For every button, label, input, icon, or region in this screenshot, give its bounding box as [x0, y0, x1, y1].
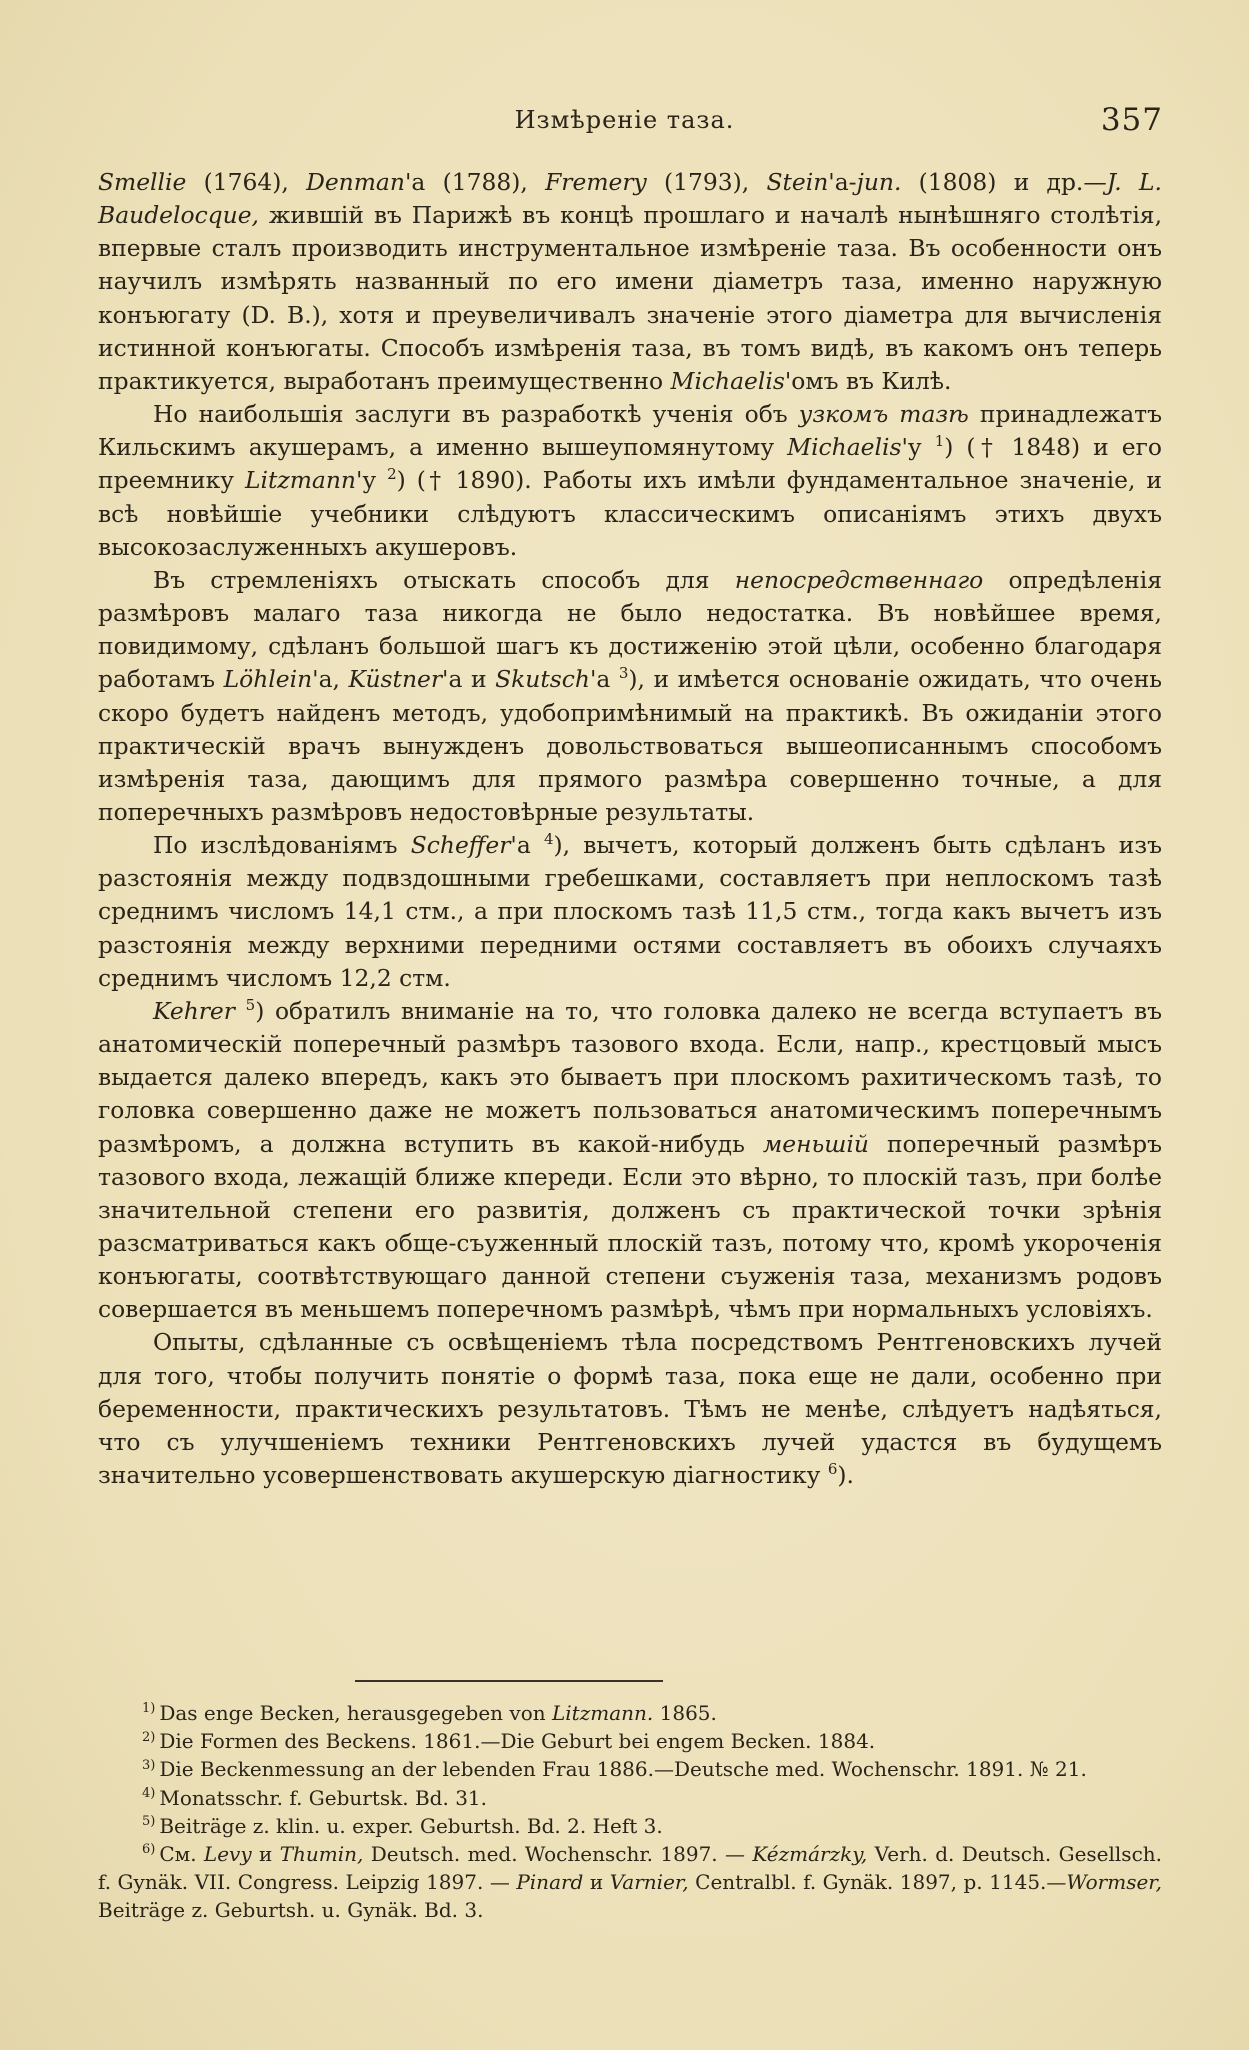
italic-text: меньшій [762, 1129, 869, 1158]
italic-text: Michaelis [787, 433, 902, 462]
footnote-number: 1) [142, 1701, 156, 1717]
text-run: 'у [901, 433, 935, 462]
text-run: Въ стремленіяхъ отыскать способъ для [153, 565, 735, 594]
text-run: (1764), [186, 168, 307, 196]
text-run: опредѣленія размѣровъ малаго таза никогда не было недостатка. Въ новѣйшее время, повидимому, сдѣланъ большой шагъ къ достиженію этой цѣли, особенно благодаря работамъ [98, 565, 1162, 694]
footnote-number: 2) [142, 1729, 156, 1745]
text-run: 'а [589, 665, 619, 694]
text-run: 'а [510, 831, 544, 860]
page-header [0, 102, 1249, 142]
italic-text: Michaelis [670, 366, 785, 395]
text-run: жившій въ Парижѣ въ концѣ прошлаго и началѣ нынѣшняго столѣтія, впервые сталъ производить инструментальное измѣреніе таза. Въ особенности онъ научилъ измѣрять названный по его имени діаметръ таза, именно наружную конъюгату (D. B.), хотя и преувеличивалъ значеніе этого діаметра для вычисленія истинной конъюгаты. Способъ измѣренія таза, въ томъ видѣ, въ какомъ онъ теперь практикуется, выработанъ преимущественно [98, 201, 1162, 395]
footnotes [98, 1699, 1162, 1925]
text-run: 'омъ въ Килѣ. [784, 366, 952, 395]
text-run: ) († 1890). Работы ихъ имѣли фундаментальное значеніе, и всѣ новѣйшіе учебники слѣдуютъ классическимъ описаніямъ этихъ двухъ высокозаслуженныхъ акушеровъ. [98, 466, 1162, 561]
text-run: 'а- [828, 168, 857, 196]
text-run: (1808) и др.— [901, 168, 1107, 196]
text-run: Das enge Becken, herausgegeben von [159, 1701, 552, 1725]
footnote-ref: 4 [543, 830, 554, 849]
text-run: Deutsch. med. Wochenschr. 1897. — [363, 1842, 753, 1867]
footnote-ref: 5 [245, 996, 256, 1015]
footnote-divider [355, 1680, 663, 1682]
italic-text: Kehrer [153, 996, 235, 1025]
paragraph [98, 995, 1162, 1327]
footnote [98, 1755, 1162, 1783]
text-run: Die Formen des Beckens. 1861.—Die Geburt bei engem Becken. 1884. [159, 1729, 876, 1754]
footnote [98, 1812, 1162, 1840]
text-run: принадлежатъ Кильскимъ акушерамъ, а именно вышеупомянутому [98, 400, 1162, 462]
text-run: 'а и [442, 665, 496, 694]
footnote-ref: 3 [618, 664, 629, 683]
text-run: и [583, 1870, 610, 1895]
text-run [235, 997, 246, 1025]
italic-text: Thumin, [279, 1842, 364, 1867]
italic-text: Litzmann. [552, 1701, 654, 1725]
footnote [98, 1784, 1162, 1812]
text-run: (1793), [646, 168, 767, 196]
italic-text: непосредственнаго [734, 565, 984, 594]
page-number: 357 [1100, 102, 1163, 138]
footnote-number: 3) [142, 1757, 156, 1773]
italic-text: jun. [856, 168, 902, 196]
text-run: Die Beckenmessung an der lebenden Frau 1886.—Deutsche med. Wochenschr. 1891. № 21. [159, 1757, 1087, 1782]
paragraph [98, 564, 1162, 829]
running-title: Измѣреніе таза. [514, 106, 735, 134]
text-run: Verh. d. Deutsch. Gesellsch. f. Gynäk. VII. Congress. Leipzig 1897. — [98, 1842, 1163, 1895]
paragraph [98, 1326, 1162, 1492]
text-run: ). [837, 1461, 854, 1490]
paragraph [98, 829, 1162, 995]
footnote [98, 1699, 1162, 1727]
text-run: ), вычетъ, который долженъ быть сдѣланъ изъ разстоянія между подвздошными гребешками, составляетъ при неплоскомъ тазѣ среднимъ числомъ 14,1 стм., а при плоскомъ тазѣ 11,5 стм., тогда какъ вычетъ изъ разстоянія между верхними передними остями составляетъ въ обоихъ случаяхъ среднимъ числомъ 12,2 стм. [98, 831, 1163, 992]
footnote-ref: 2 [387, 465, 397, 484]
text-run: Опыты, сдѣланные съ освѣщеніемъ тѣла посредствомъ Рентгеновскихъ лучей для того, чтобы получить понятіе о формѣ таза, пока еще не дали, особенно при беременности, практическихъ результатовъ. Тѣмъ не менѣе, слѣдуетъ надѣяться, что съ улучшеніемъ техники Рентгеновскихъ лучей удастся въ будущемъ значительно усовершенствовать акушерскую діагностику [98, 1328, 1162, 1490]
text-run: ) († 1848) и его преемнику [98, 433, 1162, 495]
paragraph [98, 166, 1162, 398]
text-run: Monatsschr. f. Geburtsk. Bd. 31. [159, 1785, 488, 1810]
footnote [98, 1727, 1162, 1755]
italic-text: Küstner [348, 665, 443, 694]
paragraph [98, 398, 1162, 564]
footnote-number: 4) [142, 1785, 156, 1801]
italic-text: Skutsch [495, 665, 590, 694]
italic-text: Levy [203, 1842, 252, 1867]
italic-text: J. L. Baudelocque, [98, 168, 1162, 230]
italic-text: Smellie [98, 168, 187, 196]
text-run: Centralbl. f. Gynäk. 1897, p. 1145.— [688, 1870, 1067, 1895]
text-run: Но наибольшія заслуги въ разработкѣ ученія объ [153, 400, 799, 429]
footnote [98, 1840, 1162, 1925]
text-run: 'а (1788), [404, 168, 546, 196]
italic-text: Denman [306, 168, 405, 196]
italic-text: Litzmann [244, 466, 356, 495]
footnote-ref: 1 [934, 432, 945, 451]
body-text [98, 166, 1162, 1492]
italic-text: Scheffer [410, 831, 511, 860]
italic-text: Löhlein [223, 665, 313, 694]
italic-text: Fremery [545, 168, 647, 196]
text-run: ), и имѣется основаніе ожидать, что очень скоро будетъ найденъ методъ, удобопримѣнимый на практикѣ. Въ ожиданіи этого практическій врачъ вынужденъ довольствоваться вышеописаннымъ способомъ измѣренія таза, дающимъ для прямого размѣра совершенно точные, а для поперечныхъ размѣровъ недостовѣрные результаты. [98, 665, 1163, 826]
italic-text: Stein [766, 168, 829, 196]
text-run: поперечный размѣръ тазового входа, лежащій ближе кпереди. Если это вѣрно, то плоскій тазъ, при болѣе значительной степени его развитія, долженъ съ практической точки зрѣнія разсматриваться какъ обще-съуженный плоскій тазъ, потому что, кромѣ укороченія конъюгаты, соотвѣтствующаго данной степени съуженія таза, механизмъ родовъ совершается въ меньшемъ поперечномъ размѣрѣ, чѣмъ при нормальныхъ условіяхъ. [98, 1129, 1162, 1324]
italic-text: узкомъ тазѣ [798, 400, 969, 429]
text-run: 1865. [653, 1701, 717, 1725]
text-run: ) обратилъ вниманіе на то, что головка далеко не всегда вступаетъ въ анатомическій поперечный размѣръ тазового входа. Если, напр., крестцовый мысъ выдается далеко впередъ, какъ это бываетъ при плоскомъ рахитическомъ тазѣ, то головка совершенно даже не можетъ пользоваться анатомическимъ поперечнымъ размѣромъ, а должна вступить въ какой-нибудь [98, 996, 1163, 1158]
footnote-number: 5) [142, 1814, 156, 1830]
text-run: Beiträge z. Geburtsh. u. Gynäk. Bd. 3. [98, 1898, 484, 1923]
text-run: 'а, [312, 665, 349, 694]
italic-text: Pinard [516, 1870, 584, 1895]
text-run: По изслѣдованіямъ [153, 831, 411, 860]
footnote-ref: 6 [827, 1460, 838, 1479]
italic-text: Wormser, [1066, 1870, 1163, 1895]
italic-text: Kézmárzky, [752, 1842, 868, 1867]
text-run: См. [159, 1842, 204, 1867]
text-run: 'у [355, 466, 388, 495]
text-run: и [251, 1842, 280, 1867]
italic-text: Varnier, [609, 1870, 689, 1895]
footnote-number: 6) [142, 1842, 156, 1858]
text-run: Beiträge z. klin. u. exper. Geburtsh. Bd. 2. Heft 3. [159, 1813, 663, 1838]
